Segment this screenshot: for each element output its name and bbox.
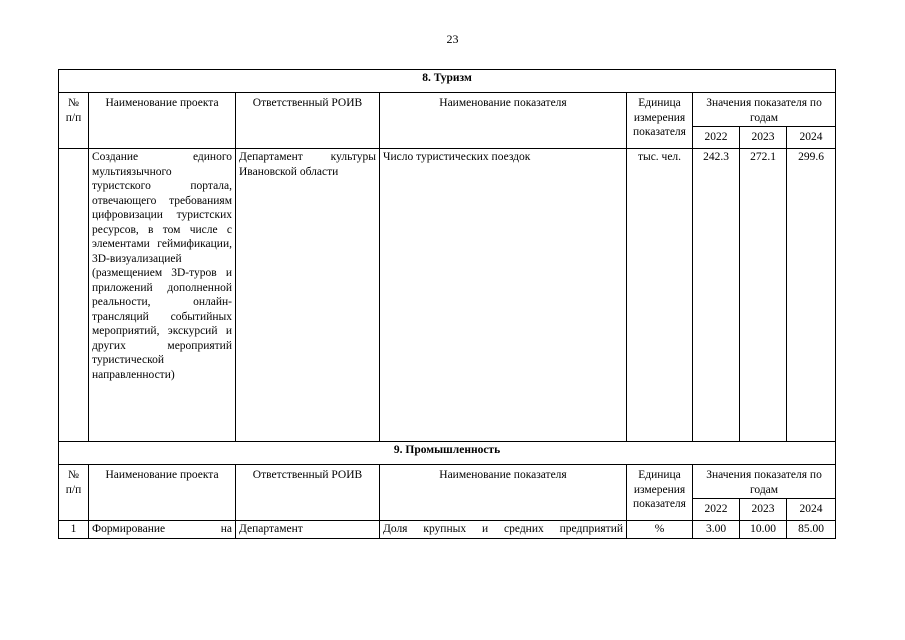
header-roiv: Ответственный РОИВ <box>236 93 380 149</box>
column-header-row <box>59 93 836 127</box>
row-value: 299.6 <box>787 149 836 442</box>
header-year: 2022 <box>693 499 740 521</box>
row-project: Создание единого мультиязычного туристского портала, отвечающего требованиям цифровизации туристских ресурсов, в том числе с элементами геймификации, 3D-визуализацией (размещением 3D-туров и приложений дополненной реальности, онлайн-трансляций событийных мероприятий, экскурсий и других мероприятий туристической направленности) <box>89 149 236 442</box>
header-indicator: Наименование показателя <box>380 465 627 521</box>
header-num: № п/п <box>59 465 89 521</box>
header-values: Значения показателя по годам <box>693 465 836 499</box>
row-unit: % <box>627 521 693 539</box>
header-year: 2024 <box>787 127 836 149</box>
table-row <box>59 149 836 442</box>
row-value: 10.00 <box>740 521 787 539</box>
row-num: 1 <box>59 521 89 539</box>
page-number: 23 <box>446 32 459 46</box>
header-indicator: Наименование показателя <box>380 93 627 149</box>
header-roiv: Ответственный РОИВ <box>236 465 380 521</box>
header-num: № п/п <box>59 93 89 149</box>
header-project: Наименование проекта <box>89 93 236 149</box>
row-value: 85.00 <box>787 521 836 539</box>
indicators-table <box>58 69 836 539</box>
row-value: 242.3 <box>693 149 740 442</box>
column-header-row <box>59 465 836 499</box>
header-year: 2023 <box>740 499 787 521</box>
header-year: 2023 <box>740 127 787 149</box>
section-title-row <box>59 442 836 465</box>
row-num <box>59 149 89 442</box>
row-value: 272.1 <box>740 149 787 442</box>
section-title-row <box>59 70 836 93</box>
row-roiv: Департамент <box>236 521 380 539</box>
section-title: 9. Промышленность <box>59 442 836 465</box>
row-indicator: Число туристических поездок <box>380 149 627 442</box>
row-value: 3.00 <box>693 521 740 539</box>
row-project: Формирование на <box>89 521 236 539</box>
header-year: 2024 <box>787 499 836 521</box>
header-unit: Единица измерения показателя <box>627 465 693 521</box>
row-roiv: Департамент культуры Ивановской области <box>236 149 380 442</box>
header-project: Наименование проекта <box>89 465 236 521</box>
row-unit: тыс. чел. <box>627 149 693 442</box>
row-indicator: Доля крупных и средних предприятий <box>380 521 627 539</box>
table-row <box>59 521 836 539</box>
header-unit: Единица измерения показателя <box>627 93 693 149</box>
header-values: Значения показателя по годам <box>693 93 836 127</box>
section-title: 8. Туризм <box>59 70 836 93</box>
header-year: 2022 <box>693 127 740 149</box>
